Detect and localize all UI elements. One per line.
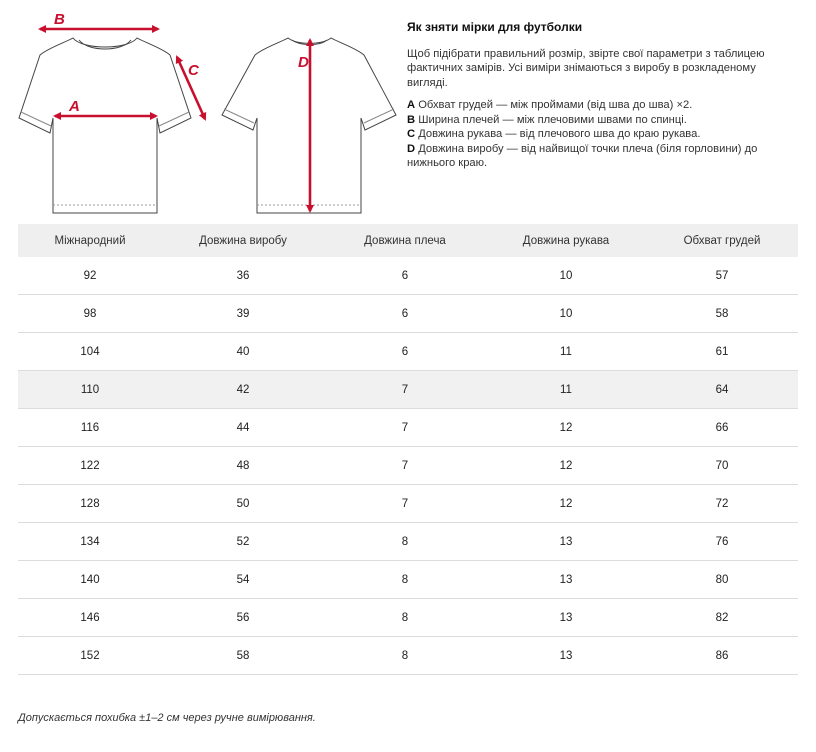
footnote: Допускається похибка ±1–2 см через ручне вимірювання. [18,712,316,724]
header-chest-girth: Обхват грудей [646,224,798,257]
table-cell: 8 [324,637,486,675]
table-cell: 82 [646,599,798,637]
table-cell: 116 [18,409,162,447]
table-cell: 72 [646,485,798,523]
table-cell: 146 [18,599,162,637]
table-cell: 12 [486,409,646,447]
table-cell: 7 [324,485,486,523]
header-international: Міжнародний [18,224,162,257]
table-cell: 40 [162,333,324,371]
guide-intro: Щоб підібрати правильний розмір, звірте свої параметри з таблицею фактичних замірів. Усі виміри знімаються з виробу в розкладеному вигляді. [407,47,765,89]
table-cell: 110 [18,371,162,409]
table-cell: 13 [486,523,646,561]
guide-item-d [407,142,797,171]
table-cell: 6 [324,257,486,295]
table-cell: 10 [486,257,646,295]
table-cell: 134 [18,523,162,561]
table-cell: 13 [486,561,646,599]
header-shoulder-length: Довжина плеча [324,224,486,257]
table-cell: 50 [162,485,324,523]
tshirt-front-drawing [19,38,191,213]
table-cell: 8 [324,561,486,599]
table-row [18,333,798,371]
guide-item-letter: C [407,128,416,140]
tshirt-outline-icon [0,0,400,225]
table-row [18,637,798,675]
table-cell: 58 [646,295,798,333]
label-c: C [188,62,199,79]
table-cell: 42 [162,371,324,409]
table-cell: 36 [162,257,324,295]
table-cell: 13 [486,599,646,637]
guide-item-letter: B [407,113,416,126]
guide-item-text: Ширина плечей — між плечовими швами по спинці. [415,113,687,126]
table-cell: 76 [646,523,798,561]
guide-title: Як зняти мірки для футболки [407,20,583,34]
table-row [18,561,798,599]
table-cell: 98 [18,295,162,333]
table-cell: 61 [646,333,798,371]
table-cell: 13 [486,637,646,675]
table-cell: 48 [162,447,324,485]
table-cell: 70 [646,447,798,485]
table-cell: 7 [324,409,486,447]
tshirt-diagrams [0,0,400,225]
label-d: D [298,54,309,71]
table-row [18,257,798,295]
table-cell: 12 [486,485,646,523]
guide-item-a [407,98,797,113]
table-row [18,295,798,333]
guide-item-letter: A [407,99,416,111]
guide-item-text: Довжина виробу — від найвищої точки плеча (біля горловини) до нижнього краю. [407,142,758,169]
guide-item-c [407,127,797,142]
table-cell: 152 [18,637,162,675]
table-cell: 44 [162,409,324,447]
table-cell: 11 [486,371,646,409]
size-table-header [18,224,798,257]
guide-item-text: Обхват грудей — між проймами (від шва до шва) ×2. [415,99,693,111]
table-cell: 80 [646,561,798,599]
size-table [18,224,798,675]
table-cell: 56 [162,599,324,637]
measurement-guide [407,20,797,171]
table-cell: 7 [324,371,486,409]
table-cell: 7 [324,447,486,485]
header-sleeve-length: Довжина рукава [486,224,646,257]
table-row [18,409,798,447]
table-cell: 140 [18,561,162,599]
header-product-length: Довжина виробу [162,224,324,257]
table-row [18,599,798,637]
table-row [18,447,798,485]
table-cell: 66 [646,409,798,447]
table-cell: 58 [162,637,324,675]
table-cell: 8 [324,523,486,561]
table-row [18,523,798,561]
table-cell: 6 [324,333,486,371]
table-cell: 64 [646,371,798,409]
guide-item-b [407,113,797,128]
guide-item-letter: D [407,142,416,155]
table-cell: 54 [162,561,324,599]
table-cell: 52 [162,523,324,561]
table-cell: 6 [324,295,486,333]
table-cell: 122 [18,447,162,485]
size-table-body [18,257,798,675]
label-b: B [54,11,65,28]
table-cell: 39 [162,295,324,333]
table-cell: 10 [486,295,646,333]
table-row [18,485,798,523]
label-a: A [69,98,80,115]
guide-item-text: Довжина рукава — від плечового шва до краю рукава. [415,128,701,140]
table-cell: 104 [18,333,162,371]
table-cell: 11 [486,333,646,371]
table-cell: 8 [324,599,486,637]
table-cell: 57 [646,257,798,295]
table-row [18,371,798,409]
table-cell: 12 [486,447,646,485]
table-cell: 128 [18,485,162,523]
table-cell: 92 [18,257,162,295]
table-cell: 86 [646,637,798,675]
